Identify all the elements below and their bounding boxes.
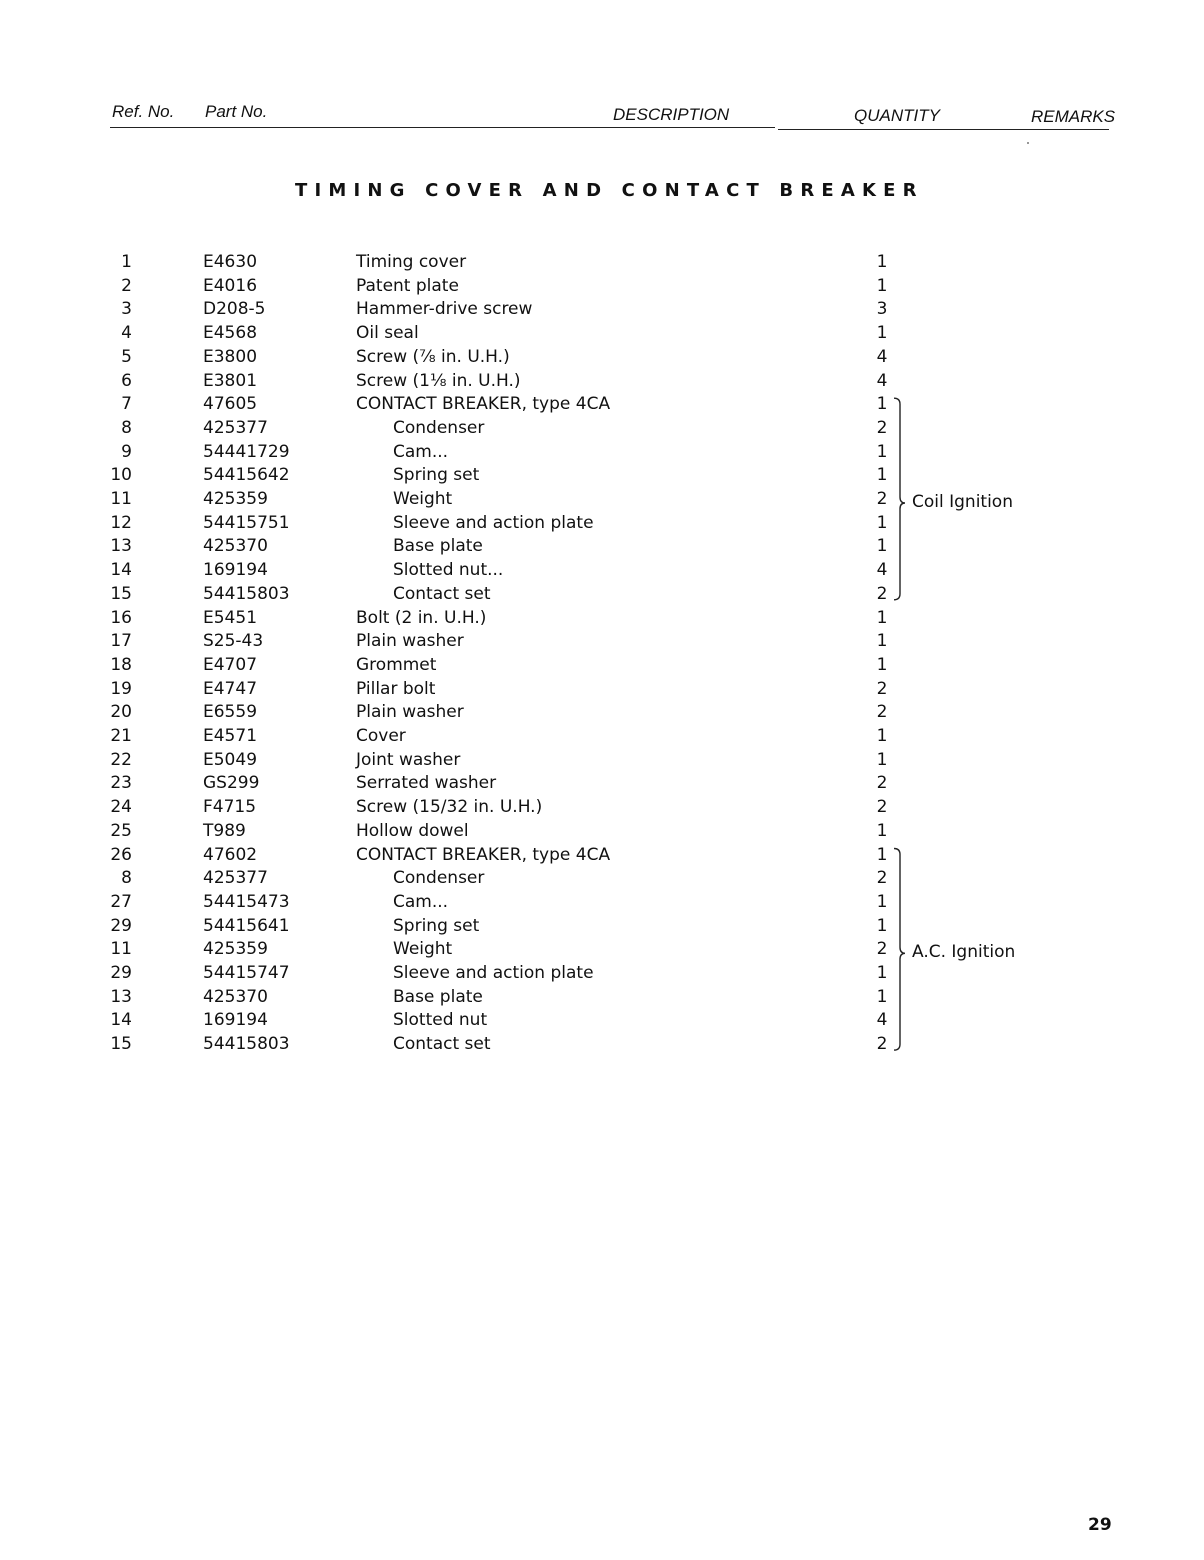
part-no: GS299 xyxy=(203,773,260,794)
part-no: 47605 xyxy=(203,394,258,415)
part-no: E5451 xyxy=(203,607,258,628)
ref-no: 18 xyxy=(110,654,132,675)
part-no: 47602 xyxy=(203,844,258,865)
table-row xyxy=(0,866,1204,890)
quantity: 1 xyxy=(876,726,888,746)
table-row xyxy=(0,534,1204,558)
ref-no: 8 xyxy=(121,868,132,889)
ref-no: 24 xyxy=(110,797,132,818)
quantity: 1 xyxy=(876,536,888,557)
quantity: 2 xyxy=(876,678,888,699)
table-row xyxy=(0,1032,1204,1056)
quantity: 1 xyxy=(876,631,888,652)
description: Hollow dowel xyxy=(356,819,475,843)
ref-no: 15 xyxy=(110,583,132,604)
part-no: E6559 xyxy=(203,702,258,723)
table-row xyxy=(0,392,1204,416)
part-no: S25-43 xyxy=(203,631,264,652)
table-row xyxy=(0,250,1204,274)
header-rule-left xyxy=(110,127,775,128)
table-row xyxy=(0,937,1204,961)
table-row xyxy=(0,582,1204,606)
table-row xyxy=(0,345,1204,369)
quantity: 3 xyxy=(876,299,888,320)
table-row xyxy=(0,914,1204,938)
quantity: 2 xyxy=(876,702,888,723)
header-part-no: Part No. xyxy=(205,102,268,121)
ref-no: 2 xyxy=(121,275,132,296)
ref-no: 12 xyxy=(110,512,132,533)
description: Sleeve and action plate xyxy=(393,511,600,535)
ref-no: 16 xyxy=(110,607,132,628)
part-no: 425377 xyxy=(203,417,268,438)
description: Oil seal xyxy=(356,321,425,345)
ref-no: 5 xyxy=(121,346,132,367)
ref-no: 23 xyxy=(110,773,132,794)
part-no: 425370 xyxy=(203,536,268,557)
table-row xyxy=(0,558,1204,582)
description: Hammer-drive screw xyxy=(356,297,538,321)
part-no: E3800 xyxy=(203,346,258,367)
table-row xyxy=(0,961,1204,985)
quantity: 1 xyxy=(876,963,888,983)
table-row xyxy=(0,677,1204,701)
ref-no: 15 xyxy=(110,1034,132,1055)
description: Joint washer xyxy=(356,748,466,772)
description: Base plate xyxy=(393,534,489,558)
ref-no: 27 xyxy=(110,891,132,912)
ref-no: 13 xyxy=(110,986,132,1007)
part-no: 425370 xyxy=(203,986,268,1007)
table-row xyxy=(0,463,1204,487)
quantity: 1 xyxy=(876,275,888,296)
description: Screw (1⅛ in. U.H.) xyxy=(356,369,527,393)
part-no: E5049 xyxy=(203,749,258,770)
table-row xyxy=(0,700,1204,724)
ref-no: 6 xyxy=(121,370,132,391)
description: Weight xyxy=(393,487,458,511)
quantity: 4 xyxy=(876,1010,888,1031)
header-quantity: QUANTITY xyxy=(854,106,940,125)
quantity: 1 xyxy=(876,749,888,770)
table-row xyxy=(0,297,1204,321)
ref-no: 4 xyxy=(121,323,132,344)
quantity: 1 xyxy=(876,654,888,675)
part-no: E4571 xyxy=(203,726,258,746)
header-rule-right xyxy=(778,129,1109,130)
description: Spring set xyxy=(393,914,485,938)
part-no: 54415803 xyxy=(203,1034,290,1055)
part-no: D208-5 xyxy=(203,299,266,320)
quantity: 2 xyxy=(876,1034,888,1055)
ref-no: 11 xyxy=(110,489,132,509)
header-description: DESCRIPTION xyxy=(613,105,730,124)
ref-no: 14 xyxy=(110,1010,132,1031)
description: Slotted nut xyxy=(393,1008,493,1032)
table-row xyxy=(0,369,1204,393)
speck xyxy=(1027,142,1029,144)
ref-no: 21 xyxy=(110,726,132,746)
description: Timing cover xyxy=(356,250,472,274)
part-no: F4715 xyxy=(203,797,257,818)
ref-no: 11 xyxy=(110,939,132,960)
description: Plain washer xyxy=(356,629,470,653)
part-no: E4568 xyxy=(203,323,258,344)
quantity: 1 xyxy=(876,512,888,533)
part-no: 54415803 xyxy=(203,583,290,604)
table-row xyxy=(0,440,1204,464)
ref-no: 10 xyxy=(110,465,132,486)
quantity: 1 xyxy=(876,820,888,841)
ref-no: 1 xyxy=(121,252,132,272)
table-row xyxy=(0,843,1204,867)
part-no: 54415642 xyxy=(203,465,290,486)
part-no: 54415473 xyxy=(203,891,290,912)
group-remark: Coil Ignition xyxy=(912,492,1013,512)
section-title: TIMING COVER AND CONTACT BREAKER xyxy=(295,180,924,201)
quantity: 2 xyxy=(876,417,888,438)
table-row xyxy=(0,795,1204,819)
table-row xyxy=(0,1008,1204,1032)
quantity: 2 xyxy=(876,773,888,794)
ref-no: 29 xyxy=(110,915,132,936)
quantity: 4 xyxy=(876,560,888,581)
part-no: 425359 xyxy=(203,939,268,960)
quantity: 2 xyxy=(876,939,888,960)
part-no: E4747 xyxy=(203,678,258,699)
header-remarks: REMARKS xyxy=(1031,107,1116,126)
table-row xyxy=(0,416,1204,440)
description: Cam... xyxy=(393,440,454,464)
table-row xyxy=(0,487,1204,511)
description: Weight xyxy=(393,937,458,961)
description: Sleeve and action plate xyxy=(393,961,600,985)
quantity: 1 xyxy=(876,986,888,1007)
part-no: 169194 xyxy=(203,1010,268,1031)
quantity: 1 xyxy=(876,323,888,344)
ref-no: 14 xyxy=(110,560,132,581)
part-no: E4016 xyxy=(203,275,258,296)
description: Contact set xyxy=(393,582,497,606)
ref-no: 25 xyxy=(110,820,132,841)
description: Bolt (2 in. U.H.) xyxy=(356,606,492,630)
ref-no: 17 xyxy=(110,631,132,652)
table-row xyxy=(0,653,1204,677)
description: Contact set xyxy=(393,1032,497,1056)
ref-no: 29 xyxy=(110,963,132,983)
ref-no: 19 xyxy=(110,678,132,699)
table-row xyxy=(0,724,1204,748)
part-no: 54415751 xyxy=(203,512,290,533)
quantity: 4 xyxy=(876,346,888,367)
ref-no: 26 xyxy=(110,844,132,865)
ref-no: 22 xyxy=(110,749,132,770)
quantity: 4 xyxy=(876,370,888,391)
part-no: E4630 xyxy=(203,252,258,272)
description: Condenser xyxy=(393,866,490,890)
table-row xyxy=(0,890,1204,914)
description: Plain washer xyxy=(356,700,470,724)
quantity: 2 xyxy=(876,868,888,889)
group-remark: A.C. Ignition xyxy=(912,942,1016,963)
description: CONTACT BREAKER, type 4CA xyxy=(356,392,616,416)
part-no: E3801 xyxy=(203,370,258,391)
description: Condenser xyxy=(393,416,490,440)
ref-no: 13 xyxy=(110,536,132,557)
quantity: 1 xyxy=(876,465,888,486)
table-row xyxy=(0,629,1204,653)
quantity: 1 xyxy=(876,844,888,865)
quantity: 1 xyxy=(876,915,888,936)
description: Spring set xyxy=(393,463,485,487)
quantity: 2 xyxy=(876,583,888,604)
table-row xyxy=(0,274,1204,298)
part-no: T989 xyxy=(203,820,246,841)
table-row xyxy=(0,606,1204,630)
page-number: 29 xyxy=(1088,1515,1112,1535)
table-row xyxy=(0,985,1204,1009)
description: CONTACT BREAKER, type 4CA xyxy=(356,843,616,867)
quantity: 1 xyxy=(876,607,888,628)
part-no: 54415747 xyxy=(203,963,290,983)
ref-no: 9 xyxy=(121,441,132,462)
table-row xyxy=(0,321,1204,345)
ref-no: 7 xyxy=(121,394,132,415)
table-row xyxy=(0,819,1204,843)
part-no: 54441729 xyxy=(203,441,290,462)
header-ref-no: Ref. No. xyxy=(112,102,175,121)
description: Patent plate xyxy=(356,274,465,298)
description: Cam... xyxy=(393,890,454,914)
table-row xyxy=(0,748,1204,772)
description: Screw (15/32 in. U.H.) xyxy=(356,795,548,819)
quantity: 1 xyxy=(876,891,888,912)
description: Base plate xyxy=(393,985,489,1009)
table-row xyxy=(0,511,1204,535)
quantity: 1 xyxy=(876,441,888,462)
description: Serrated washer xyxy=(356,771,502,795)
part-no: 54415641 xyxy=(203,915,290,936)
part-no: 169194 xyxy=(203,560,268,581)
ref-no: 3 xyxy=(121,299,132,320)
description: Cover xyxy=(356,724,412,748)
description: Grommet xyxy=(356,653,442,677)
quantity: 1 xyxy=(876,394,888,415)
part-no: 425377 xyxy=(203,868,268,889)
description: Pillar bolt xyxy=(356,677,441,701)
ref-no: 8 xyxy=(121,417,132,438)
part-no: E4707 xyxy=(203,654,258,675)
quantity: 2 xyxy=(876,797,888,818)
table-row xyxy=(0,771,1204,795)
ref-no: 20 xyxy=(110,702,132,723)
quantity: 2 xyxy=(876,489,888,509)
description: Screw (⅞ in. U.H.) xyxy=(356,345,516,369)
quantity: 1 xyxy=(876,252,888,272)
part-no: 425359 xyxy=(203,489,268,509)
description: Slotted nut... xyxy=(393,558,509,582)
